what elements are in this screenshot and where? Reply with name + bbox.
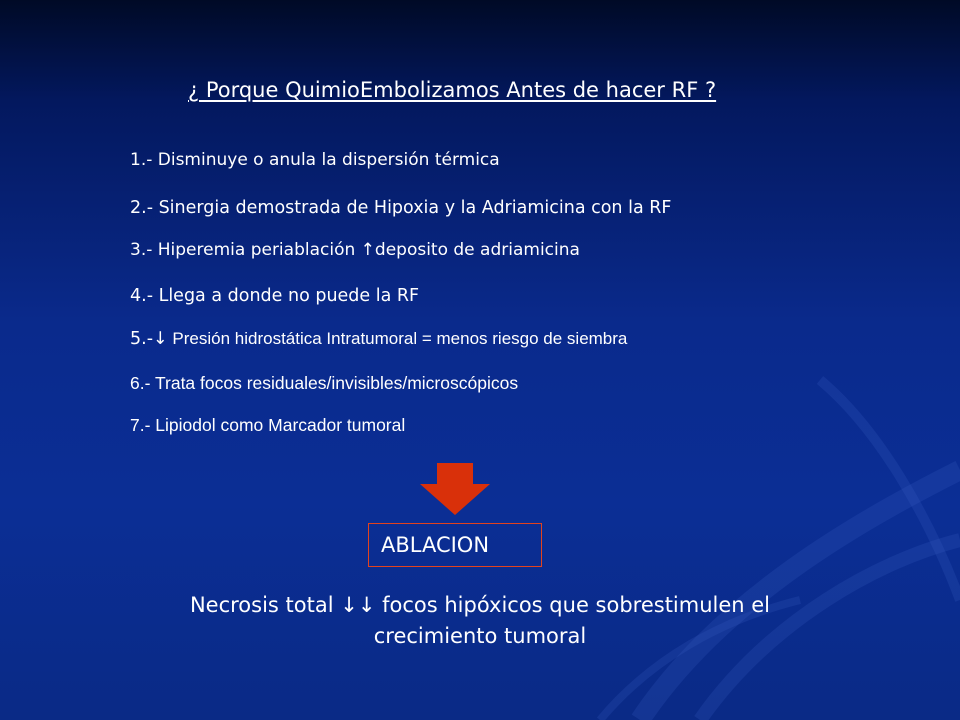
conclusion-text — [120, 590, 840, 652]
conclusion-line: Necrosis total ↓↓ focos hipóxicos que sobrestimulen el — [189, 593, 771, 617]
conclusion-line: crecimiento tumoral — [373, 624, 587, 648]
list-item: 6.- Trata focos residuales/invisibles/microscópicos — [130, 373, 519, 393]
list-item-prefix: 5.-↓ — [130, 329, 168, 349]
down-arrow-icon — [420, 463, 490, 515]
list-item — [130, 329, 627, 349]
list-item: 4.- Llega a donde no puede la RF — [130, 286, 420, 306]
list-item-text: Presión hidrostática Intratumoral = menos riesgo de siembra — [167, 329, 628, 348]
list-item: 1.- Disminuye o anula la dispersión térmica — [130, 150, 500, 170]
list-item: 3.- Hiperemia periablación ↑deposito de adriamicina — [130, 240, 580, 260]
list-item: 2.- Sinergia demostrada de Hipoxia y la Adriamicina con la RF — [130, 198, 672, 218]
ablacion-box: ABLACION — [368, 523, 542, 567]
list-item: 7.- Lipiodol como Marcador tumoral — [130, 415, 406, 435]
slide-title: ¿ Porque QuimioEmbolizamos Antes de hacer RF ? — [188, 78, 717, 102]
